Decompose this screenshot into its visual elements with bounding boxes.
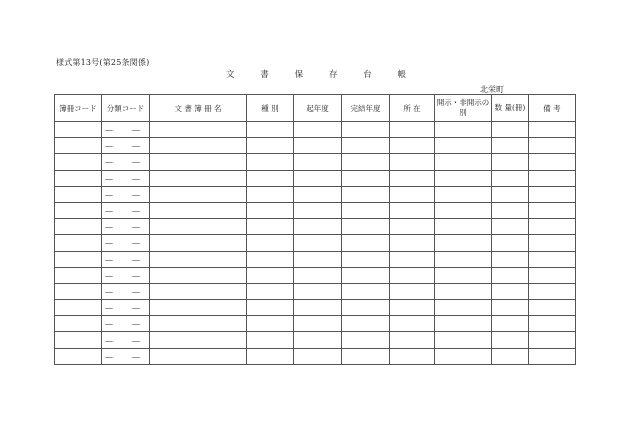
cell-type[interactable]: [247, 186, 294, 202]
cell-disclosure[interactable]: [435, 154, 492, 170]
cell-register-name[interactable]: [150, 235, 247, 251]
cell-quantity[interactable]: [492, 202, 529, 218]
header-location: 所 在: [390, 95, 435, 122]
cell-disclosure[interactable]: [435, 170, 492, 186]
cell-type[interactable]: [247, 138, 294, 154]
cell-end-year[interactable]: [342, 235, 390, 251]
table-row: [55, 300, 576, 316]
table-row: [55, 138, 576, 154]
cell-end-year[interactable]: [342, 154, 390, 170]
title-char: 文: [226, 70, 235, 80]
header-end-year: 完結年度: [342, 95, 390, 122]
cell-end-year[interactable]: [342, 219, 390, 235]
cell-disclosure[interactable]: [435, 122, 492, 138]
table-row: [55, 332, 576, 348]
cell-disclosure[interactable]: [435, 348, 492, 364]
cell-type[interactable]: [247, 283, 294, 299]
cell-quantity[interactable]: [492, 316, 529, 332]
cell-end-year[interactable]: [342, 300, 390, 316]
cell-register-name[interactable]: [150, 154, 247, 170]
cell-category-code[interactable]: ― ―: [102, 154, 150, 170]
cell-register-name[interactable]: [150, 170, 247, 186]
cell-remarks[interactable]: [529, 316, 576, 332]
cell-location[interactable]: [390, 170, 435, 186]
cell-register-code[interactable]: [55, 138, 102, 154]
cell-register-code[interactable]: [55, 235, 102, 251]
cell-quantity[interactable]: [492, 251, 529, 267]
cell-location[interactable]: [390, 251, 435, 267]
cell-register-code[interactable]: [55, 202, 102, 218]
cell-end-year[interactable]: [342, 267, 390, 283]
header-category-code: 分類コード: [102, 95, 150, 122]
cell-category-code[interactable]: ― ―: [102, 348, 150, 364]
table-row: [55, 316, 576, 332]
cell-remarks[interactable]: [529, 154, 576, 170]
cell-register-code[interactable]: [55, 219, 102, 235]
cell-register-name[interactable]: [150, 122, 247, 138]
cell-remarks[interactable]: [529, 235, 576, 251]
table-row: [55, 202, 576, 218]
cell-quantity[interactable]: [492, 332, 529, 348]
cell-type[interactable]: [247, 300, 294, 316]
cell-register-name[interactable]: [150, 219, 247, 235]
table-row: [55, 267, 576, 283]
cell-end-year[interactable]: [342, 170, 390, 186]
cell-remarks[interactable]: [529, 283, 576, 299]
table-row: [55, 283, 576, 299]
cell-start-year[interactable]: [294, 219, 342, 235]
cell-end-year[interactable]: [342, 316, 390, 332]
cell-register-code[interactable]: [55, 122, 102, 138]
table-row: [55, 186, 576, 202]
cell-type[interactable]: [247, 332, 294, 348]
cell-start-year[interactable]: [294, 235, 342, 251]
cell-type[interactable]: [247, 202, 294, 218]
cell-category-code[interactable]: ― ―: [102, 186, 150, 202]
table-row: [55, 251, 576, 267]
document-ledger-table: [54, 94, 576, 365]
cell-category-code[interactable]: ― ―: [102, 138, 150, 154]
cell-end-year[interactable]: [342, 122, 390, 138]
cell-start-year[interactable]: [294, 154, 342, 170]
organization-name: 北栄町: [480, 85, 504, 94]
table-row: [55, 154, 576, 170]
title-char: 保: [294, 70, 304, 80]
cell-location[interactable]: [390, 332, 435, 348]
cell-end-year[interactable]: [342, 202, 390, 218]
cell-register-name[interactable]: [150, 283, 247, 299]
cell-end-year[interactable]: [342, 251, 390, 267]
cell-register-code[interactable]: [55, 316, 102, 332]
cell-register-name[interactable]: [150, 316, 247, 332]
cell-remarks[interactable]: [529, 251, 576, 267]
table-row: [55, 219, 576, 235]
title-char: 存: [328, 70, 338, 80]
cell-disclosure[interactable]: [435, 283, 492, 299]
cell-remarks[interactable]: [529, 202, 576, 218]
cell-disclosure[interactable]: [435, 332, 492, 348]
table-row: [55, 170, 576, 186]
cell-quantity[interactable]: [492, 235, 529, 251]
cell-location[interactable]: [390, 316, 435, 332]
header-start-year: 起年度: [294, 95, 342, 122]
cell-end-year[interactable]: [342, 332, 390, 348]
cell-remarks[interactable]: [529, 170, 576, 186]
cell-category-code[interactable]: ― ―: [102, 267, 150, 283]
cell-register-name[interactable]: [150, 138, 247, 154]
cell-register-name[interactable]: [150, 267, 247, 283]
cell-register-code[interactable]: [55, 348, 102, 364]
cell-category-code[interactable]: ― ―: [102, 300, 150, 316]
cell-start-year[interactable]: [294, 170, 342, 186]
cell-location[interactable]: [390, 300, 435, 316]
cell-type[interactable]: [247, 316, 294, 332]
cell-disclosure[interactable]: [435, 186, 492, 202]
cell-register-code[interactable]: [55, 251, 102, 267]
cell-start-year[interactable]: [294, 267, 342, 283]
cell-location[interactable]: [390, 202, 435, 218]
cell-start-year[interactable]: [294, 348, 342, 364]
cell-start-year[interactable]: [294, 122, 342, 138]
form-number: 様式第13号(第25条関係): [56, 58, 150, 67]
cell-location[interactable]: [390, 283, 435, 299]
cell-location[interactable]: [390, 348, 435, 364]
cell-register-name[interactable]: [150, 348, 247, 364]
cell-remarks[interactable]: [529, 348, 576, 364]
cell-disclosure[interactable]: [435, 300, 492, 316]
cell-remarks[interactable]: [529, 267, 576, 283]
cell-location[interactable]: [390, 154, 435, 170]
cell-start-year[interactable]: [294, 300, 342, 316]
cell-disclosure[interactable]: [435, 251, 492, 267]
title-char: 書: [260, 70, 269, 80]
header-register-name: 文 書 簿 冊 名: [150, 95, 247, 122]
cell-register-name[interactable]: [150, 202, 247, 218]
cell-quantity[interactable]: [492, 267, 529, 283]
cell-start-year[interactable]: [294, 332, 342, 348]
header-quantity: 数 量(冊): [492, 95, 529, 122]
cell-type[interactable]: [247, 267, 294, 283]
cell-location[interactable]: [390, 122, 435, 138]
cell-type[interactable]: [247, 219, 294, 235]
cell-end-year[interactable]: [342, 283, 390, 299]
cell-type[interactable]: [247, 251, 294, 267]
cell-category-code[interactable]: ― ―: [102, 235, 150, 251]
cell-register-code[interactable]: [55, 332, 102, 348]
table-row: [55, 122, 576, 138]
cell-disclosure[interactable]: [435, 138, 492, 154]
cell-location[interactable]: [390, 235, 435, 251]
table-row: [55, 348, 576, 364]
cell-location[interactable]: [390, 138, 435, 154]
cell-type[interactable]: [247, 154, 294, 170]
cell-register-code[interactable]: [55, 300, 102, 316]
cell-category-code[interactable]: ― ―: [102, 219, 150, 235]
cell-category-code[interactable]: ― ―: [102, 283, 150, 299]
cell-location[interactable]: [390, 219, 435, 235]
cell-category-code[interactable]: ― ―: [102, 316, 150, 332]
cell-category-code[interactable]: ― ―: [102, 251, 150, 267]
ledger-body: [55, 122, 576, 365]
cell-location[interactable]: [390, 267, 435, 283]
cell-remarks[interactable]: [529, 138, 576, 154]
cell-start-year[interactable]: [294, 283, 342, 299]
title-char: 帳: [397, 70, 406, 80]
cell-remarks[interactable]: [529, 300, 576, 316]
cell-category-code[interactable]: ― ―: [102, 170, 150, 186]
document-title: [226, 68, 406, 80]
cell-location[interactable]: [390, 186, 435, 202]
cell-quantity[interactable]: [492, 219, 529, 235]
cell-quantity[interactable]: [492, 154, 529, 170]
cell-disclosure[interactable]: [435, 235, 492, 251]
cell-start-year[interactable]: [294, 186, 342, 202]
cell-register-name[interactable]: [150, 332, 247, 348]
cell-disclosure[interactable]: [435, 219, 492, 235]
cell-end-year[interactable]: [342, 138, 390, 154]
cell-remarks[interactable]: [529, 122, 576, 138]
cell-remarks[interactable]: [529, 332, 576, 348]
cell-disclosure[interactable]: [435, 316, 492, 332]
cell-register-code[interactable]: [55, 283, 102, 299]
cell-disclosure[interactable]: [435, 267, 492, 283]
cell-remarks[interactable]: [529, 219, 576, 235]
header-remarks: 備 考: [529, 95, 576, 122]
cell-start-year[interactable]: [294, 138, 342, 154]
cell-category-code[interactable]: ― ―: [102, 332, 150, 348]
cell-register-code[interactable]: [55, 154, 102, 170]
cell-type[interactable]: [247, 170, 294, 186]
cell-quantity[interactable]: [492, 138, 529, 154]
cell-register-code[interactable]: [55, 186, 102, 202]
cell-start-year[interactable]: [294, 251, 342, 267]
title-char: 台: [363, 70, 372, 80]
cell-quantity[interactable]: [492, 186, 529, 202]
cell-category-code[interactable]: ― ―: [102, 202, 150, 218]
table-row: [55, 235, 576, 251]
header-row: [55, 95, 576, 122]
cell-quantity[interactable]: [492, 283, 529, 299]
header-type: 種 別: [247, 95, 294, 122]
header-disclosure: 開示・非開示の別: [435, 95, 492, 122]
cell-type[interactable]: [247, 122, 294, 138]
cell-register-code[interactable]: [55, 170, 102, 186]
cell-end-year[interactable]: [342, 348, 390, 364]
header-register-code: 簿冊コード: [55, 95, 102, 122]
cell-register-name[interactable]: [150, 251, 247, 267]
cell-category-code[interactable]: ― ―: [102, 122, 150, 138]
cell-quantity[interactable]: [492, 300, 529, 316]
cell-start-year[interactable]: [294, 202, 342, 218]
cell-register-name[interactable]: [150, 186, 247, 202]
cell-quantity[interactable]: [492, 122, 529, 138]
cell-disclosure[interactable]: [435, 202, 492, 218]
cell-quantity[interactable]: [492, 348, 529, 364]
cell-type[interactable]: [247, 348, 294, 364]
cell-quantity[interactable]: [492, 170, 529, 186]
cell-end-year[interactable]: [342, 186, 390, 202]
cell-register-code[interactable]: [55, 267, 102, 283]
cell-start-year[interactable]: [294, 316, 342, 332]
cell-register-name[interactable]: [150, 300, 247, 316]
cell-type[interactable]: [247, 235, 294, 251]
cell-remarks[interactable]: [529, 186, 576, 202]
